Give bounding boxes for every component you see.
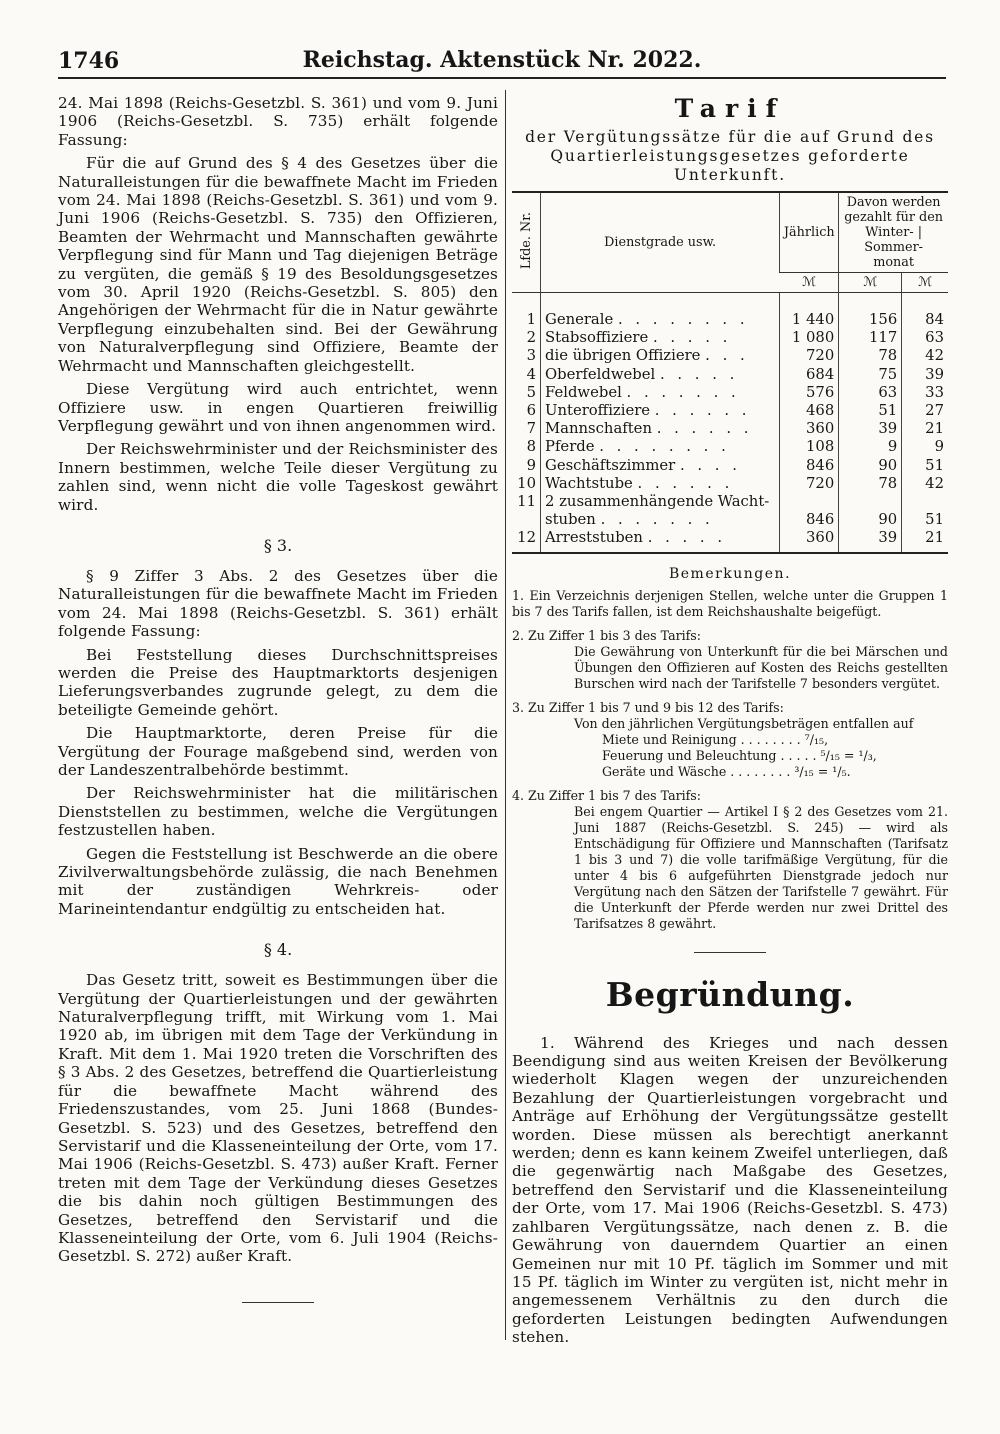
table-row	[512, 293, 948, 330]
row-label: Wachtstube . . . . . .	[541, 475, 780, 493]
table-row	[512, 475, 948, 493]
row-label: Pferde . . . . . . . .	[541, 438, 780, 456]
header-split: Davon werden gezahlt für den Winter- | Sommer- monat	[839, 192, 948, 273]
row-winter: 90	[839, 457, 902, 475]
row-number: 10	[517, 474, 536, 492]
row-number	[512, 511, 541, 529]
row-label: Stabsoffiziere . . . . .	[541, 329, 780, 347]
row-yearly: 1 080	[780, 329, 839, 347]
paragraph: § 9 Ziffer 3 Abs. 2 des Gesetzes über die Naturalleistungen für die bewaffnete Macht im Frieden vom 24. Mai 1898 (Reichs-Gesetzbl. S. 361) erhält folgende Fassung:	[58, 566, 498, 641]
row-summer: 33	[902, 384, 948, 402]
row-winter: 75	[839, 366, 902, 384]
table-row	[512, 529, 948, 552]
begruendung-heading: Begründung.	[605, 974, 855, 1014]
end-rule	[242, 1302, 314, 1303]
row-label: Unteroffiziere . . . . . .	[541, 402, 780, 420]
row-number: 7	[526, 420, 536, 438]
row-label: Geschäftszimmer . . . .	[541, 457, 780, 475]
row-summer: 63	[902, 329, 948, 347]
paragraph: 1. Während des Krieges und nach dessen Beendigung sind aus weiten Kreisen der Bevölkerung wiederholt Klagen wegen der unzureichenden Bezahlung der Quartierleistungen vorgebracht und Anträge auf Erhöhung der Vergütungssätze gestellt worden. Diese müssen als berechtigt anerkannt werden; denn es kann keinem Zweifel unterliegen, daß die gegenwärtig nach Maßgabe des Gesetzes, betreffend den Servistarif und die Klasseneinteilung der Orte, vom 17. Mai 1906 (Reichs-Gesetzbl. S. 473) zahlbaren Vergütungssätze, nach denen z. B. die Gewährung von dauerndem Quartier an einen Gemeinen nur mit 10 Pf. täglich im Sommer und mit 15 Pf. täglich im Winter zu vergüten ist, nicht mehr in angemessenem Verhältnis zu den durch die geforderten Leistungen bedingten Aufwendungen stehen.	[512, 1033, 948, 1347]
tariff-subtitle: der Vergütungssätze für die auf Grund des Quartierleistungsgesetzes geforderte Unterkunft.	[525, 128, 935, 184]
row-winter: 117	[839, 329, 902, 347]
row-summer: 39	[902, 366, 948, 384]
table-row	[512, 420, 948, 438]
section-rule	[694, 952, 766, 953]
row-number: 4	[526, 365, 536, 383]
left-column	[58, 94, 498, 1303]
row-yearly	[780, 493, 839, 511]
table-row	[512, 511, 948, 529]
row-summer: 42	[902, 475, 948, 493]
header-rank: Dienstgrade usw.	[541, 192, 780, 293]
tariff-body	[512, 293, 948, 553]
row-number: 5	[526, 383, 536, 401]
paragraph: Diese Vergütung wird auch entrichtet, wenn Offiziere usw. in engen Quartieren freiwillig Verpflegung gewährt und von ihnen angenommen wird.	[58, 380, 498, 435]
row-yearly: 468	[780, 402, 839, 420]
row-winter	[839, 493, 902, 511]
row-number: 1	[526, 311, 536, 328]
row-yearly: 846	[780, 511, 839, 529]
row-yearly: 846	[780, 457, 839, 475]
row-winter: 78	[839, 475, 902, 493]
remark-2: 2. Zu Ziffer 1 bis 3 des Tarifs: Die Gewährung von Unterkunft für die bei Märschen und Übungen den Offizieren auf Kosten des Reichs gestellten Burschen wird nach der Tarifstelle 7 besonders vergütet.	[512, 627, 948, 691]
table-row	[512, 493, 948, 511]
table-row	[512, 457, 948, 475]
row-winter: 51	[839, 402, 902, 420]
row-label: die übrigen Offiziere . . .	[541, 347, 780, 365]
row-number: 11	[517, 493, 536, 511]
row-label: Feldwebel . . . . . . .	[541, 384, 780, 402]
row-summer: 42	[902, 347, 948, 365]
remarks-title: Bemerkungen.	[668, 565, 792, 582]
row-summer: 9	[902, 438, 948, 456]
row-winter: 39	[839, 529, 902, 552]
row-number: 6	[526, 402, 536, 420]
row-number: 8	[526, 438, 536, 456]
row-summer: 27	[902, 402, 948, 420]
row-winter: 78	[839, 347, 902, 365]
header-nr: Lfde. Nr.	[512, 192, 541, 293]
table-row	[512, 366, 948, 384]
row-yearly: 360	[780, 420, 839, 438]
table-row	[512, 347, 948, 365]
row-winter: 39	[839, 420, 902, 438]
table-row	[512, 329, 948, 347]
row-winter: 90	[839, 511, 902, 529]
row-label: Oberfeldwebel . . . . .	[541, 366, 780, 384]
header-unit: ℳ	[780, 273, 839, 293]
paragraph: Für die auf Grund des § 4 des Gesetzes über die Naturalleistungen für die bewaffnete Macht im Frieden vom 24. Mai 1898 (Reichs-Gesetzbl. S. 361) und vom 9. Juni 1906 (Reichs-Gesetzbl. S. 735) den Offizieren, Beamten der Wehrmacht und Mannschaften gewährte Verpflegung sind für Mann und Tag diejenigen Beträge zu vergüten, die gemäß § 19 des Besoldungsgesetzes vom 30. April 1920 (Reichs-Gesetzbl. S. 805) den Angehörigen der Wehrmacht für die in Natur gewährte Verpflegung einzubehalten sind. Bei der Gewährung von Naturalverpflegung sind Offiziere, Beamte der Wehrmacht und Mannschaften gleichgestellt.	[58, 154, 498, 375]
table-row	[512, 402, 948, 420]
row-number: 3	[526, 347, 536, 365]
row-summer: 51	[902, 511, 948, 529]
row-label: Mannschaften . . . . . .	[541, 420, 780, 438]
row-winter: 156	[839, 293, 902, 330]
paragraph: Der Reichswehrminister und der Reichsminister des Innern bestimmen, welche Teile dieser Vergütung zu zahlen sind, wenn nicht die volle Tageskost gewährt wird.	[58, 440, 498, 514]
row-yearly: 108	[780, 438, 839, 456]
running-title: Reichstag. Aktenstück Nr. 2022.	[302, 47, 702, 73]
row-number: 2	[526, 329, 536, 347]
row-number: 12	[517, 529, 536, 547]
tariff-table	[512, 191, 948, 554]
tariff-title: Tarif	[674, 94, 786, 123]
row-summer: 21	[902, 529, 948, 552]
header-rule	[58, 77, 946, 79]
row-number: 9	[526, 456, 536, 474]
header-unit: ℳ	[902, 273, 948, 293]
row-yearly: 720	[780, 347, 839, 365]
row-label: Generale . . . . . . . .	[541, 293, 780, 330]
page-header	[58, 46, 946, 80]
right-column	[512, 94, 948, 1352]
row-yearly: 576	[780, 384, 839, 402]
row-summer: 51	[902, 457, 948, 475]
paragraph: 24. Mai 1898 (Reichs-Gesetzbl. S. 361) und vom 9. Juni 1906 (Reichs-Gesetzbl. S. 735) erhält folgende Fassung:	[58, 94, 498, 149]
row-winter: 63	[839, 384, 902, 402]
column-divider	[505, 90, 506, 1340]
paragraph: Der Reichswehrminister hat die militärischen Dienststellen zu bestimmen, welche die Vergütungen festzustellen haben.	[58, 784, 498, 840]
row-label: 2 zusammenhängende Wacht-	[541, 493, 780, 511]
page-number: 1746	[58, 48, 120, 74]
row-yearly: 720	[780, 475, 839, 493]
row-summer	[902, 493, 948, 511]
row-yearly: 684	[780, 366, 839, 384]
row-yearly: 360	[780, 529, 839, 552]
paragraph: Bei Feststellung dieses Durchschnittspreises werden die Preise des Hauptmarktorts desjenigen Lieferungsverbandes zugrunde gelegt, zu dem die beteiligte Gemeinde gehört.	[58, 645, 498, 719]
section-heading: § 4.	[263, 940, 293, 960]
row-label: stuben . . . . . . .	[541, 511, 780, 529]
row-winter: 9	[839, 438, 902, 456]
remark-3: 3. Zu Ziffer 1 bis 7 und 9 bis 12 des Tarifs: Von den jährlichen Vergütungsbeträgen entfallen auf Miete und Reinigung . . . . . . . . ⁷/₁₅, Feuerung und Beleuchtung . . . . . ⁵/₁₅ = ¹/₃, Geräte und Wäsche . . . . . . . . ³/₁₅ = ¹/₅.	[512, 699, 914, 779]
paragraph: Gegen die Feststellung ist Beschwerde an die obere Zivilverwaltungsbehörde zulässig, die nach Benehmen mit der zuständigen Wehrkreis- oder Marineintendantur endgültig zu entscheiden hat.	[58, 844, 498, 918]
row-yearly: 1 440	[780, 293, 839, 330]
remark-4: 4. Zu Ziffer 1 bis 7 des Tarifs: Bei engem Quartier — Artikel I § 2 des Gesetzes vom 21. Juni 1887 (Reichs-Gesetzbl. S. 245) — wird als Entschädigung für Offiziere und Mannschaften (Tarifsatz 1 bis 3 und 7) die volle tarifmäßige Vergütung, für die unter 4 bis 6 aufgeführten Dienstgrade jedoch nur Vergütung nach den Sätzen der Tarifstelle 7 gewährt. Für die Unterkunft der Pferde werden nur zwei Drittel des Tarifsatzes 8 gewährt.	[512, 787, 948, 931]
header-unit: ℳ	[839, 273, 902, 293]
section-heading: § 3.	[263, 535, 293, 555]
paragraph: Das Gesetz tritt, soweit es Bestimmungen über die Vergütung der Quartierleistungen und der gewährten Naturalverpflegung trifft, mit Wirkung vom 1. Mai 1920 ab, im übrigen mit dem Tage der Verkündung in Kraft. Mit dem 1. Mai 1920 treten die Vorschriften des § 3 Abs. 2 des Gesetzes, betreffend die Quartierleistung für die bewaffnete Macht während des Friedenszustandes, vom 25. Juni 1868 (Bundes-Gesetzbl. S. 523) und des Gesetzes, betreffend den Servistarif und die Klasseneinteilung der Orte, vom 17. Mai 1906 (Reichs-Gesetzbl. S. 473) außer Kraft. Ferner treten mit dem Tage der Verkündung dieses Gesetzes die bis dahin noch gültigen Bestimmungen des Gesetzes, betreffend den Servistarif und die Klasseneinteilung der Orte, vom 6. Juli 1904 (Reichs-Gesetzbl. S. 272) außer Kraft.	[58, 971, 498, 1266]
remark-1: 1. Ein Verzeichnis derjenigen Stellen, welche unter die Gruppen 1 bis 7 des Tarifs fallen, ist dem Reichshaushalte beigefügt.	[512, 587, 948, 619]
row-label: Arreststuben . . . . .	[541, 529, 780, 552]
table-row	[512, 384, 948, 402]
table-row	[512, 438, 948, 456]
header-yearly: Jährlich	[780, 192, 839, 273]
row-summer: 21	[902, 420, 948, 438]
paragraph: Die Hauptmarktorte, deren Preise für die Vergütung der Fourage maßgebend sind, werden von der Landeszentralbehörde bestimmt.	[58, 724, 498, 779]
row-summer: 84	[902, 293, 948, 330]
